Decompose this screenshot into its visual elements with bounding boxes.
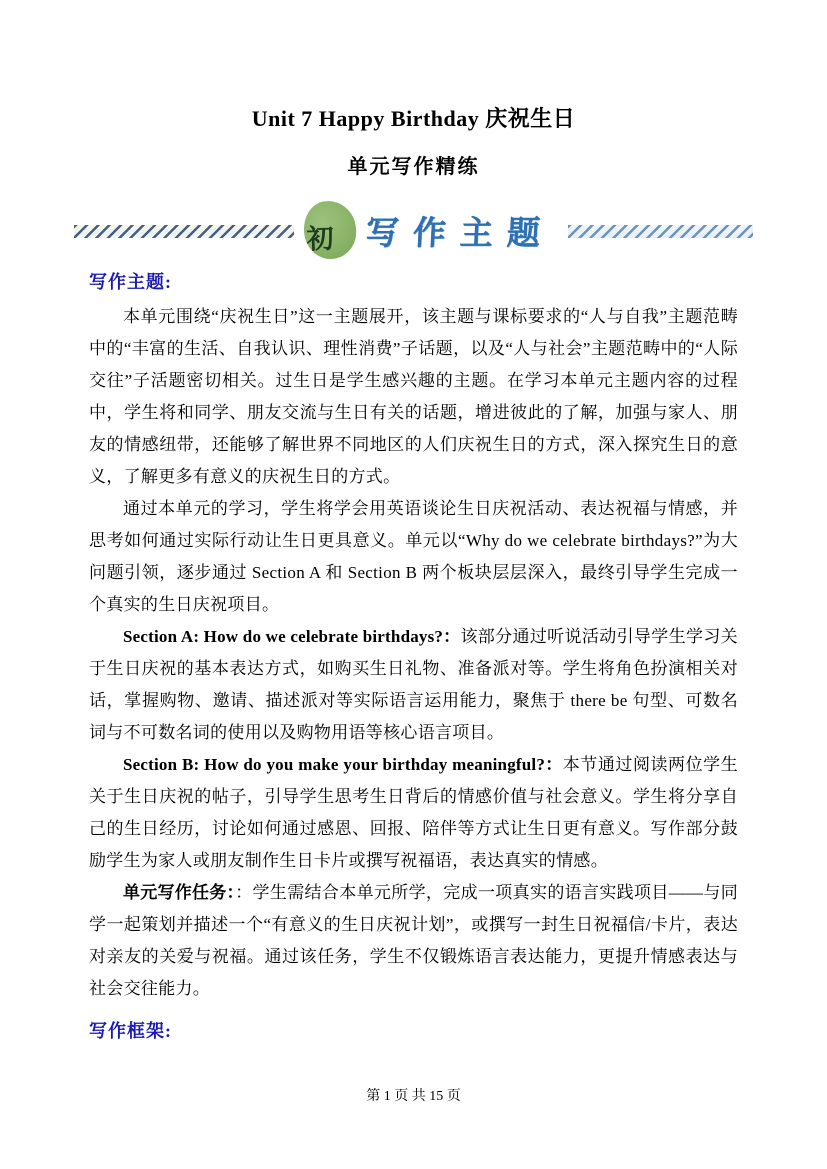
section-b-label: Section B: How do you make your birthday meaningful?： bbox=[123, 755, 563, 774]
hatch-stripes-right bbox=[568, 225, 753, 238]
theme-paragraphs bbox=[89, 301, 738, 1005]
writing-task-label: 单元写作任务： bbox=[123, 883, 236, 902]
paragraph-section-b bbox=[89, 749, 738, 877]
section-heading-theme: 写作主题: bbox=[89, 272, 172, 292]
section-heading-framework: 写作框架: bbox=[89, 1021, 172, 1041]
section-b-body: 本节通过阅读两位学生关于生日庆祝的帖子，引导学生思考生日背后的情感价值与社会意义。学生将分享自己的生日经历，讨论如何通过感恩、回报、陪伴等方式让生日更有意义。写作部分鼓励学生为家人或朋友制作生日卡片或撰写祝福语，表达真实的情感。 bbox=[89, 755, 739, 870]
paragraph-unit-goals: 通过本单元的学习，学生将学会用英语谈论生日庆祝活动、表达祝福与情感，并思考如何通过实际行动让生日更具意义。单元以“Why do we celebrate birthdays?”为大问题引领，逐步通过 Section A 和 Section B 两个板块层层深入，最终引导学生完成一个真实的生日庆祝项目。 bbox=[89, 499, 738, 614]
banner-center bbox=[304, 201, 554, 259]
seal-character: 初 bbox=[306, 223, 335, 255]
paragraph-overview: 本单元围绕“庆祝生日”这一主题展开，该主题与课标要求的“人与自我”主题范畴中的“丰富的生活、自我认识、理性消费”子话题，以及“人与社会”主题范畴中的“人际交往”子活题密切相关。过生日是学生感兴趣的主题。在学习本单元主题内容的过程中，学生将和同学、朋友交流与生日有关的话题，增进彼此的了解，加强与家人、朋友的情感纽带，还能够了解世界不同地区的人们庆祝生日的方式，深入探究生日的意义，了解更多有意义的庆祝生日的方式。 bbox=[89, 307, 738, 486]
paragraph-writing-task bbox=[89, 877, 738, 1005]
page-subtitle: 单元写作精练 bbox=[347, 156, 480, 178]
green-seal-icon bbox=[301, 198, 359, 261]
page-number: 第 1 页 共 15 页 bbox=[366, 1089, 461, 1104]
writing-theme-banner bbox=[0, 201, 827, 259]
section-a-label: Section A: How do we celebrate birthdays?： bbox=[123, 627, 461, 646]
section-a-body: 该部分通过听说活动引导学生学习关于生日庆祝的基本表达方式，如购买生日礼物、准备派对等。学生将角色扮演相关对话，掌握购物、邀请、描述派对等实际语言运用能力，聚焦于 there be 句型、可数名词与不可数名词的使用以及购物用语等核心语言项目。 bbox=[89, 627, 738, 742]
banner-title: 写作主题 bbox=[364, 212, 555, 252]
writing-task-body: ：学生需结合本单元所学，完成一项真实的语言实践项目——与同学一起策划并描述一个“有意义的生日庆祝计划”，或撰写一封生日祝福信/卡片，表达对亲友的关爱与祝福。通过该任务，学生不仅锻炼语言表达能力，更提升情感表达与社会交往能力。 bbox=[89, 883, 738, 998]
page-title: Unit 7 Happy Birthday 庆祝生日 bbox=[251, 106, 576, 131]
hatch-stripes-left bbox=[74, 225, 294, 238]
document-body bbox=[0, 268, 827, 1043]
paragraph-section-a bbox=[89, 621, 738, 749]
